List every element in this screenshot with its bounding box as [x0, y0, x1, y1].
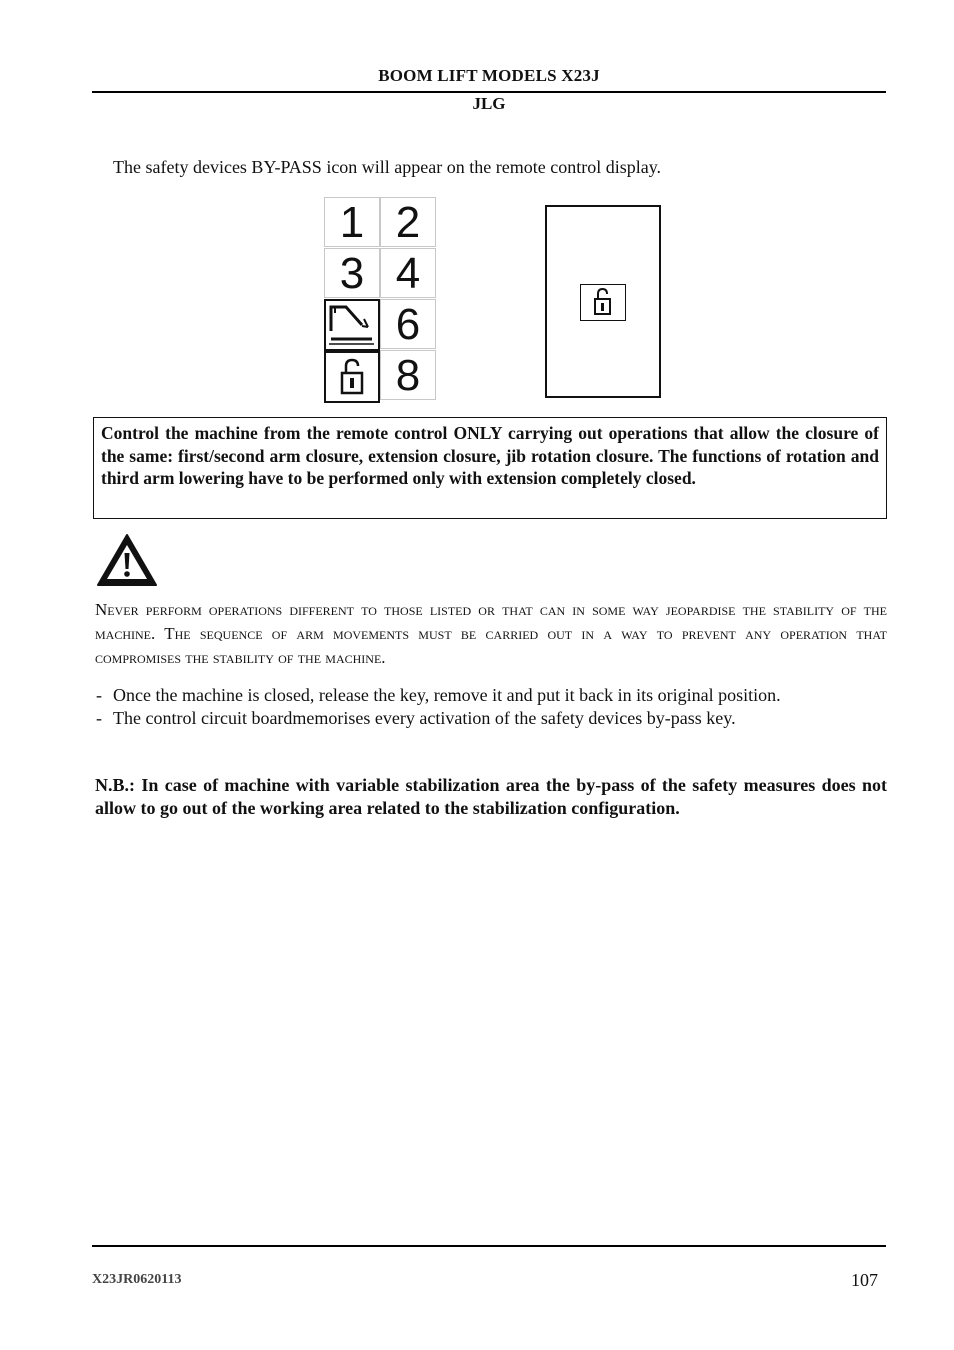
list-item: - The control circuit boardmemorises every activation of the safety devices by-pass key.	[95, 707, 887, 730]
padlock-icon	[580, 284, 626, 321]
brand-name: JLG	[472, 94, 506, 113]
intro-paragraph: The safety devices BY-PASS icon will appear on the remote control display.	[113, 157, 662, 177]
key-4: 4	[380, 248, 436, 298]
key-1: 1	[324, 197, 380, 247]
header-divider	[92, 91, 886, 93]
document-title: BOOM LIFT MODELS X23J	[378, 66, 600, 85]
document-code: X23JR0620113	[92, 1272, 182, 1287]
footer-divider	[92, 1245, 886, 1247]
list-item: - Once the machine is closed, release the key, remove it and put it back in its original position.	[95, 684, 887, 707]
nb-note: N.B.: In case of machine with variable stabilization area the by-pass of the safety measures does not allow to go out of the working area related to the stabilization configuration.	[95, 775, 887, 818]
key-8: 8	[380, 350, 436, 400]
key-2: 2	[380, 197, 436, 247]
instruction-list	[95, 684, 887, 729]
warning-text: Never perform operations different to those listed or that can in some way jeopardise the stability of the machine. The sequence of arm movements must be carried out in a way to prevent any operation that compromises the stability of the machine.	[95, 600, 887, 667]
boom-lowering-icon	[324, 299, 380, 351]
bypass-padlock-icon	[324, 351, 380, 403]
warning-triangle-icon	[95, 532, 159, 588]
key-6: 6	[380, 299, 436, 349]
keypad-illustration	[323, 197, 438, 401]
important-note-box: Control the machine from the remote control ONLY carrying out operations that allow the closure of the same: first/second arm closure, extension closure, jib rotation closure. The functions of rotation and third arm lowering have to be performed only with extension completely closed.	[93, 417, 887, 519]
key-3: 3	[324, 248, 380, 298]
page-number: 107	[851, 1270, 878, 1290]
